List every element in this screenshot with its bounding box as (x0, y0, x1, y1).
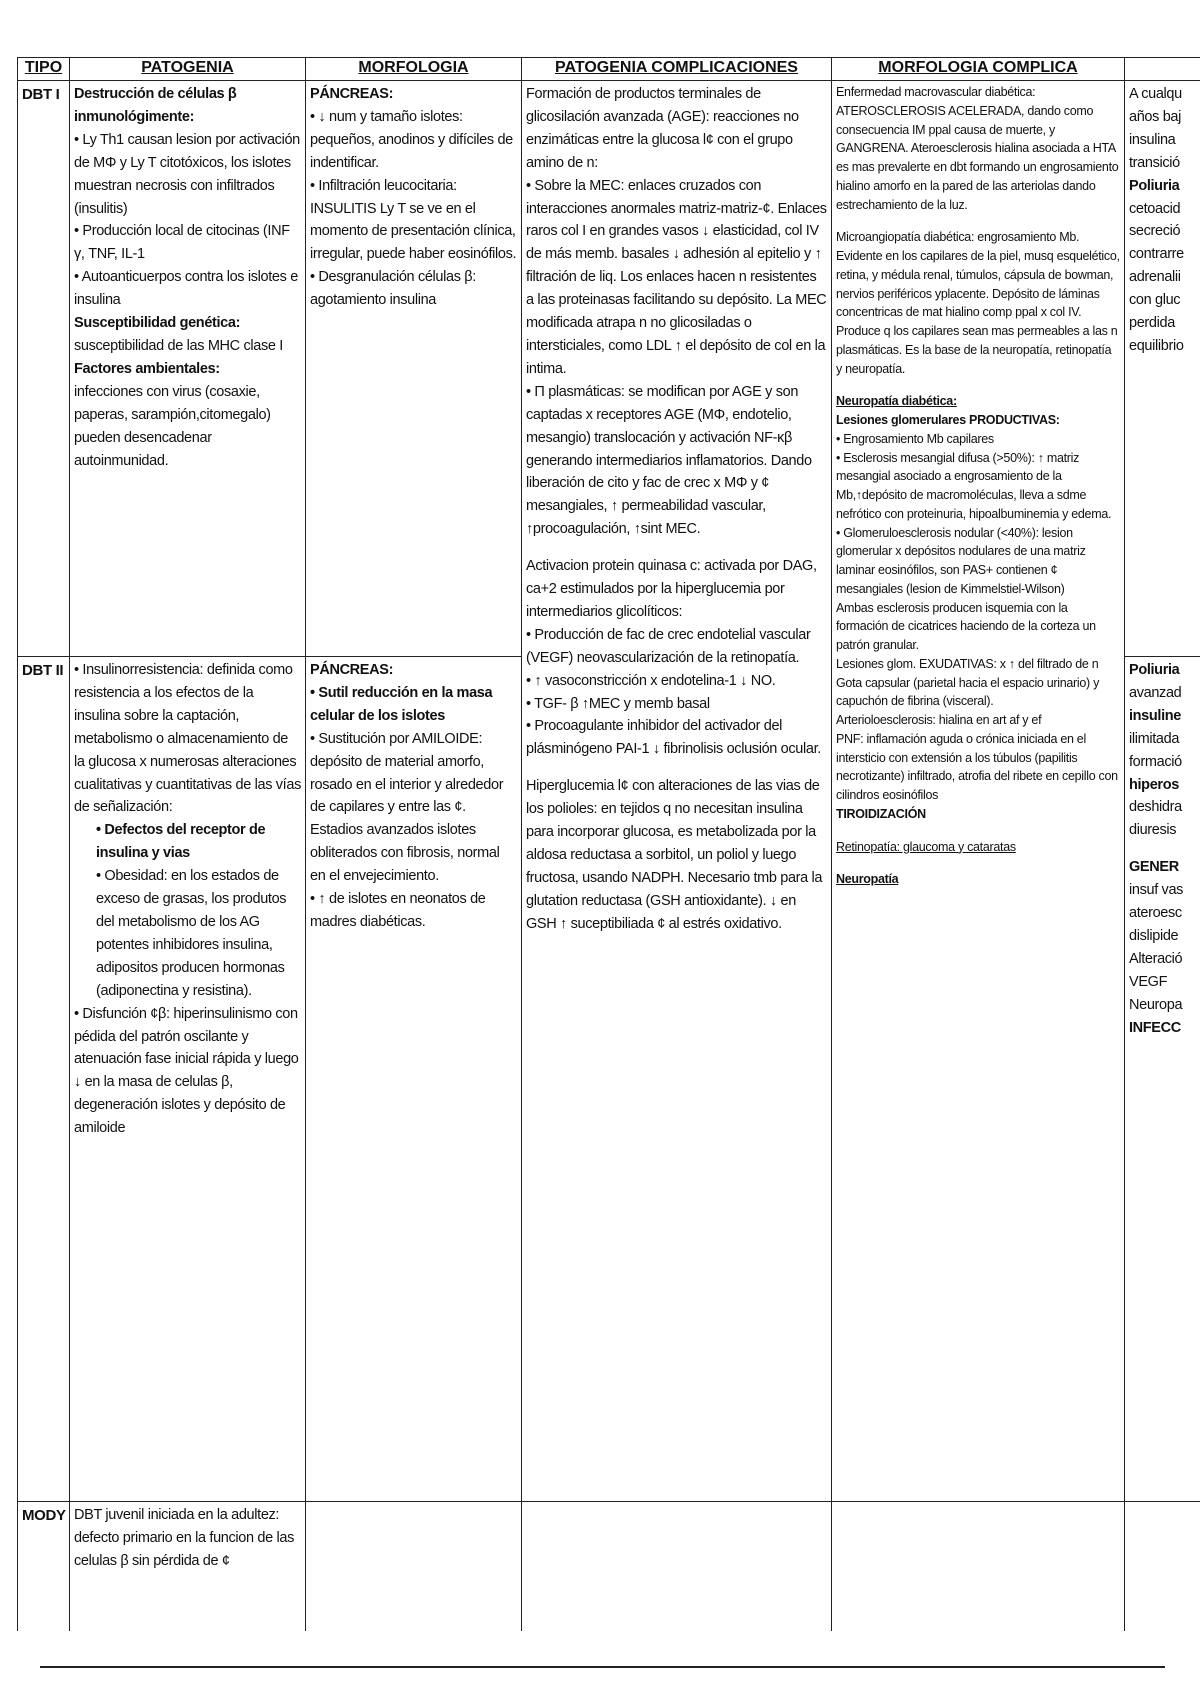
text-line: GENER (1129, 859, 1179, 876)
bullet-item: • Defectos del receptor de insulina y vias (74, 819, 301, 865)
empty-cell (832, 1502, 1125, 1632)
bullet-item: • Infiltración leucocitaria: INSULITIS Ly T se ve en el momento de presentación clínica, irregular, puede haber eosinófilos. (310, 175, 517, 267)
text-line: Arterioloesclerosis: hialina en art af y ef (836, 713, 1042, 727)
text-line: ilimitada (1129, 730, 1180, 747)
text-line: deshidra (1129, 799, 1182, 816)
text-line: contrarre (1129, 246, 1184, 263)
patogenia-cell (70, 1502, 306, 1632)
morfologia-cell (306, 657, 522, 1502)
text-line: adrenalii (1129, 269, 1181, 286)
text-line: Alteració (1129, 950, 1183, 967)
tipo-cell: DBT II (18, 657, 70, 1502)
bullet-item: • Sobre la MEC: enlaces cruzados con interacciones anormales matriz-matriz-¢. Enlaces raros col I en grandes vasos ↓ elasticidad, col IV de más memb. basales ↓ adhesión al epitelio y ↑ filtración de liq. Los enlaces hacen n resistentes a las proteinasas facilitando su depósito. La MEC modificada atrapa n no glicosiladas o intersticiales, como LDL ↑ el depósito de col en la intima. (526, 175, 827, 381)
text-line: Poliuria (1129, 662, 1180, 678)
complicaciones-cell (522, 81, 832, 1502)
bullet-item: • Engrosamiento Mb capilares (836, 430, 1120, 449)
bullet-item: • TGF- β ↑MEC y memb basal (526, 693, 827, 716)
text-line: susceptibilidad de las MHC clase I (74, 337, 283, 354)
subheading: Susceptibilidad genética: (74, 315, 241, 332)
text-line: diuresis (1129, 822, 1177, 839)
subheading: Neuropatía (836, 872, 899, 887)
text-line: secreció (1129, 223, 1181, 240)
morf-complica-cell (832, 81, 1125, 1502)
tipo-cell: DBT I (18, 81, 70, 657)
bullet-item: • ↓ num y tamaño islotes: pequeños, anodinos y difíciles de indentificar. (310, 106, 517, 175)
bullet-item: • Sutil reducción en la masa celular de los islotes (310, 682, 517, 728)
text-line: cetoacid (1129, 200, 1181, 217)
subheading: PÁNCREAS: (310, 86, 394, 102)
text-line: con gluc (1129, 292, 1181, 309)
header-tipo: TIPO (18, 58, 70, 81)
header-morfologia-complica: MORFOLOGIA COMPLICA (832, 58, 1125, 81)
bullet-item: • ↑ vasoconstricción x endotelina-1 ↓ NO. (526, 670, 827, 693)
text-line: Enfermedad macrovascular diabética: ATEROSCLEROSIS ACELERADA, dando como consecuencia IM ppal causa de muerte, y GANGRENA. Ateroesclerosis hialina asociada a HTA es mas prevalerte en dbt formando un engrosamiento hialino amorfo en la pared de las arteriolas dando estrechamiento de la luz. (836, 85, 1119, 212)
empty-cell (522, 1502, 832, 1632)
document-page (17, 57, 1200, 1631)
text-line: equilibrio (1129, 337, 1184, 354)
header-patogenia: PATOGENIA (70, 58, 306, 81)
header-row (18, 58, 1200, 81)
text-line: años baj (1129, 108, 1182, 125)
header-morfologia: MORFOLOGIA (306, 58, 522, 81)
bullet-item: • Disfunción ¢β: hiperinsulinismo con pédida del patrón oscilante y atenuación fase inicial rápida y luego ↓ en la masa de celulas β, degeneración islotes y depósito de amiloide (74, 1003, 301, 1140)
morfologia-cell (306, 81, 522, 657)
bullet-item: • Procoagulante inhibidor del activador del plásminógeno PAI-1 ↓ fibrinolisis oclusión ocular. (526, 715, 827, 761)
cut-off-cell (1125, 657, 1200, 1502)
text-line: Neuropa (1129, 996, 1183, 1013)
text-line: dislipide (1129, 927, 1179, 944)
bullet-item: • Producción local de citocinas (INF γ, TNF, IL-1 (74, 220, 301, 266)
text-line: insuline (1129, 707, 1181, 724)
bullet-item: • ↑ de islotes en neonatos de madres diabéticas. (310, 888, 517, 934)
patogenia-cell (70, 81, 306, 657)
text-line: INFECC (1129, 1019, 1181, 1036)
row-mody (18, 1502, 1200, 1632)
text-line: Hiperglucemia l¢ con alteraciones de las vias de los polioles: en tejidos q no necesitan insulina para incorporar glucosa, es metabolizada por la aldosa reductasa a sorbitol, un poliol y luego fructosa, usando NADPH. Necesario tmb para la glutation reductasa (GSH antioxidante). ↓ en GSH ↑ suceptibiliada ¢ al estrés oxidativo. (526, 778, 823, 932)
bullet-item: • Sustitución por AMILOIDE: depósito de material amorfo, rosado en el interior y alrededor de capilares y entre las ¢. Estadios avanzados islotes obliterados con fibrosis, normal en el envejecimiento. (310, 728, 517, 888)
row-dbt1 (18, 81, 1200, 657)
bullet-item: • Obesidad: en los estados de exceso de grasas, los produtos del metabolismo de los AG potentes inhibidores insulina, adipositos producen hormonas (adiponectina y resistina). (74, 865, 301, 1002)
tipo-cell: MODY (18, 1502, 70, 1632)
subheading: PÁNCREAS: (310, 662, 394, 678)
patogenia-cell (70, 657, 306, 1502)
text-line: perdida (1129, 315, 1175, 332)
text-line: insuf vas (1129, 882, 1184, 899)
text-line: insulina (1129, 131, 1176, 148)
text-line: infecciones con virus (cosaxie, paperas, sarampión,citomegalo) pueden desencadenar autoinmunidad. (74, 383, 271, 469)
bullet-item: • Insulinorresistencia: definida como resistencia a los efectos de la insulina sobre la captación, metabolismo o almacenamiento de la glucosa x numerosas alteraciones cualitativas y cuantitativas de las vías de señalización: (74, 659, 301, 819)
bullet-item: • Glomeruloesclerosis nodular (<40%): lesion glomerular x depósitos nodulares de una matriz laminar eosinófilos, son PAS+ contienen ¢ mesangiales (lesion de Kimmelstiel-Wilson) (836, 524, 1120, 599)
bullet-item: • Autoanticuerpos contra los islotes e insulina (74, 266, 301, 312)
bullet-item: • Producción de fac de crec endotelial vascular (VEGF) neovascularización de la retinopatía. (526, 624, 827, 670)
bullet-item: • Esclerosis mesangial difusa (>50%): ↑ matriz mesangial asociado a engrosamiento de la Mb,↑depósito de macromoléculas, lleva a sdme nefrótico con proteinuria, hipoalbuminemia y edema. (836, 449, 1120, 524)
empty-cell (306, 1502, 522, 1632)
text-line: Microangiopatía diabética: engrosamiento Mb. Evidente en los capilares de la piel, musq esquelético, retina, y médula renal, túmulos, cápsula de bowman, nervios periféricos yplacente. Depósito de láminas concentricas de mat hialino comp ppal x col IV. Produce q los capilares sean mas permeables a las n plasmáticas. Es la base de la neuropatía, retinopatía y neuropatía. (836, 230, 1120, 376)
text-line: Poliuria (1129, 177, 1180, 194)
diabetes-table (17, 57, 1200, 1631)
subheading: Retinopatía: glaucoma y cataratas (836, 839, 1016, 854)
text-line: avanzad (1129, 684, 1182, 701)
subheading: Neuropatía diabética: (836, 394, 957, 409)
bullet-item: • Desgranulación células β: agotamiento insulina (310, 266, 517, 312)
text-line: Activacion protein quinasa c: activada por DAG, ca+2 estimulados por la hiperglucemia por intermediarios glicolíticos: (526, 558, 817, 620)
text-line: Destrucción de células β inmunológimente: (74, 86, 237, 125)
text-line: formació (1129, 753, 1182, 770)
text-line: hiperos (1129, 776, 1179, 793)
text-line: Formación de productos terminales de glicosilación avanzada (AGE): reacciones no enzimáticas entre la glucosa l¢ con el grupo amino de n: (526, 86, 799, 171)
header-patogenia-complicaciones: PATOGENIA COMPLICACIONES (522, 58, 832, 81)
header-cut-off (1125, 58, 1200, 81)
text-line: DBT juvenil iniciada en la adultez: defecto primario en la funcion de las celulas β sin pérdida de ¢ (74, 1507, 294, 1569)
subheading: Factores ambientales: (74, 360, 220, 377)
text-line: transició (1129, 154, 1180, 171)
text-line: Lesiones glom. EXUDATIVAS: x ↑ del filtrado de n Gota capsular (parietal hacia el espacio urinario) y capuchón de fibrina (visceral). (836, 656, 1100, 709)
text-line: ateroesc (1129, 905, 1182, 922)
bullet-item: • Π plasmáticas: se modifican por AGE y son captadas x receptores AGE (MΦ, endotelio, mesangio) translocación y activación NF-κβ generando intermediarios inflamatorios. Dando liberación de cito y fac de crec x MΦ y ¢ mesangiales, ↑ permeabilidad vascular, ↑procoagulación, ↑sint MEC. (526, 381, 827, 541)
bullet-item: • Ly Th1 causan lesion por activación de MΦ y Ly T citotóxicos, los islotes muestran necrosis con infiltrados (insulitis) (74, 129, 301, 221)
cut-off-cell (1125, 81, 1200, 657)
text-line: Ambas esclerosis producen isquemia con la formación de cicatrices haciendo de la corteza un patrón granular. (836, 600, 1096, 652)
text-line: PNF: inflamación aguda o crónica iniciada en el intersticio con extensión a los túbulos (papilitis necrotizante) infiltrado, atrofia del ribete en cepillo con cilindros eosinófilos (836, 731, 1118, 802)
footer-rule (40, 1666, 1165, 1668)
text-line: VEGF (1129, 973, 1168, 990)
subheading: Lesiones glomerulares PRODUCTIVAS: (836, 413, 1060, 427)
text-line: TIROIDIZACIÓN (836, 806, 926, 821)
empty-cell (1125, 1502, 1200, 1632)
text-line: A cualqu (1129, 86, 1182, 102)
